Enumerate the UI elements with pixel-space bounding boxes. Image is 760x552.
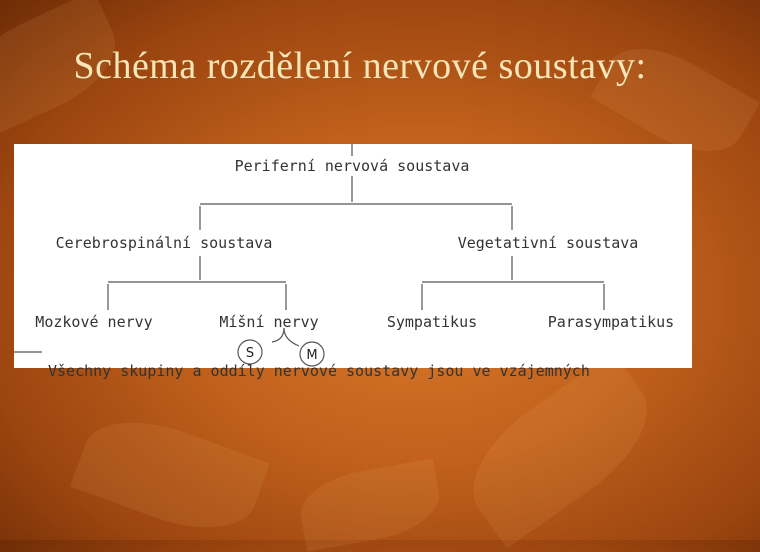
circle-label-m: M (306, 348, 318, 363)
slide-title: Schéma rozdělení nervové soustavy: (73, 45, 647, 87)
node-spinal-nerves: Míšní nervy (219, 313, 319, 331)
node-root: Periferní nervová soustava (234, 157, 470, 175)
node-parasympathetic: Parasympatikus (547, 313, 675, 331)
node-sympathetic: Sympatikus (386, 313, 478, 331)
node-cerebrospinal: Cerebrospinální soustava (55, 234, 273, 252)
cut-off-text: Všechny skupiny a oddíly nervové soustavy jsou ve vzájemných (48, 362, 590, 380)
background-leaf (449, 352, 670, 549)
node-vegetative: Vegetativní soustava (457, 234, 639, 252)
background-leaf (295, 458, 445, 551)
connector-lines (14, 144, 604, 366)
diagram-image (14, 144, 692, 380)
node-cranial-nerves: Mozkové nervy (35, 313, 153, 331)
circle-label-s: S (245, 346, 255, 361)
background-leaf (70, 402, 270, 548)
